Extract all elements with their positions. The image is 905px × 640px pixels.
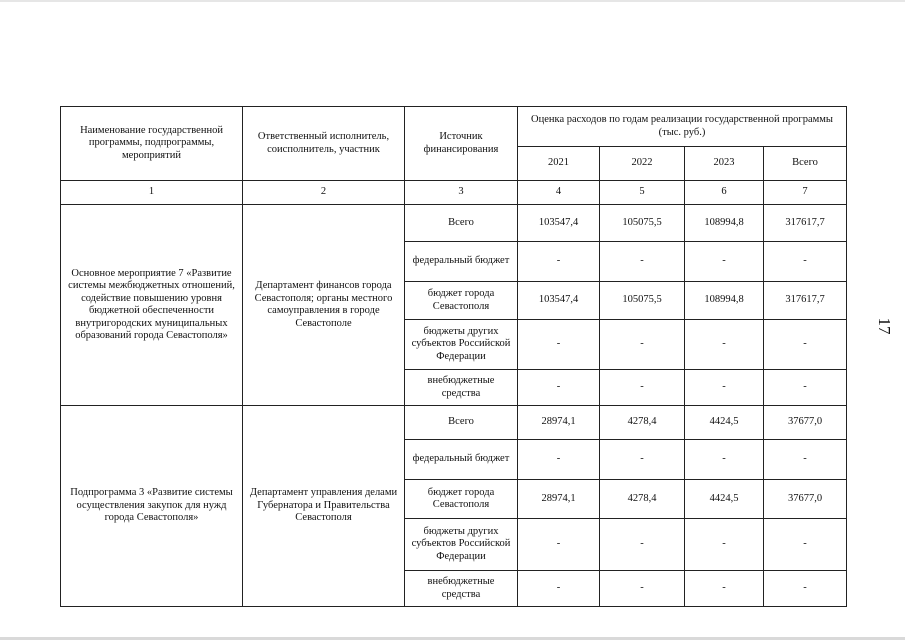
value-2023: - [685, 320, 764, 370]
value-2022: - [600, 519, 685, 571]
value-2023: - [685, 440, 764, 480]
column-number: 2 [243, 181, 405, 205]
header-year: 2021 [518, 147, 600, 181]
page-edge-top [0, 0, 905, 2]
value-2021: - [518, 242, 600, 282]
column-number: 6 [685, 181, 764, 205]
value-2023: 4424,5 [685, 480, 764, 519]
value-2021: - [518, 320, 600, 370]
value-2022: 105075,5 [600, 205, 685, 242]
value-2021: - [518, 519, 600, 571]
value-2022: 4278,4 [600, 406, 685, 440]
value-2022: 4278,4 [600, 480, 685, 519]
value-2022: - [600, 242, 685, 282]
value-2021: 103547,4 [518, 205, 600, 242]
section-executor: Департамент управления делами Губернатора и Правительства Севастополя [243, 406, 405, 607]
value-2023: - [685, 571, 764, 607]
header-year: 2023 [685, 147, 764, 181]
column-number: 7 [764, 181, 847, 205]
funding-source: бюджет города Севастополя [405, 480, 518, 519]
funding-source: бюджеты других субъектов Российской Федерации [405, 519, 518, 571]
value-2022: - [600, 320, 685, 370]
value-total: 37677,0 [764, 406, 847, 440]
value-2021: 28974,1 [518, 480, 600, 519]
value-2022: 105075,5 [600, 282, 685, 320]
header-total: Всего [764, 147, 847, 181]
value-2023: - [685, 519, 764, 571]
value-2023: - [685, 370, 764, 406]
table-row [61, 205, 847, 242]
value-2021: - [518, 440, 600, 480]
value-total: 37677,0 [764, 480, 847, 519]
column-number: 4 [518, 181, 600, 205]
section-executor: Департамент финансов города Севастополя; органы местного самоуправления в городе Севастополе [243, 205, 405, 406]
header-name: Наименование государственной программы, подпрограммы, мероприятий [61, 107, 243, 181]
value-2023: 108994,8 [685, 205, 764, 242]
funding-source: федеральный бюджет [405, 242, 518, 282]
section-name: Подпрограмма 3 «Развитие системы осуществления закупок для нужд города Севастополя» [61, 406, 243, 607]
value-2023: 108994,8 [685, 282, 764, 320]
value-total: - [764, 242, 847, 282]
header-year: 2022 [600, 147, 685, 181]
column-number: 5 [600, 181, 685, 205]
funding-source: внебюджетные средства [405, 370, 518, 406]
header-source: Источник финансирования [405, 107, 518, 181]
value-total: - [764, 519, 847, 571]
funding-source: внебюджетные средства [405, 571, 518, 607]
section-name: Основное мероприятие 7 «Развитие системы межбюджетных отношений, содействие повышению уровня бюджетной обеспеченности внутригородских муниципальных образований города Севастополя» [61, 205, 243, 406]
value-2021: 28974,1 [518, 406, 600, 440]
funding-source: федеральный бюджет [405, 440, 518, 480]
column-number: 1 [61, 181, 243, 205]
value-2021: - [518, 571, 600, 607]
value-total: 317617,7 [764, 205, 847, 242]
budget-table [60, 106, 847, 607]
value-2022: - [600, 571, 685, 607]
value-2021: - [518, 370, 600, 406]
funding-source: бюджет города Севастополя [405, 282, 518, 320]
value-2021: 103547,4 [518, 282, 600, 320]
value-2022: - [600, 440, 685, 480]
value-total: 317617,7 [764, 282, 847, 320]
funding-source: Всего [405, 205, 518, 242]
value-total: - [764, 571, 847, 607]
value-total: - [764, 440, 847, 480]
funding-source: Всего [405, 406, 518, 440]
funding-source: бюджеты других субъектов Российской Федерации [405, 320, 518, 370]
table-row [61, 406, 847, 440]
page-number: 17 [875, 317, 894, 335]
header-executor: Ответственный исполнитель, соисполнитель, участник [243, 107, 405, 181]
column-number: 3 [405, 181, 518, 205]
value-total: - [764, 370, 847, 406]
header-estimate-group: Оценка расходов по годам реализации государственной программы (тыс. руб.) [518, 107, 847, 147]
value-total: - [764, 320, 847, 370]
value-2023: - [685, 242, 764, 282]
value-2023: 4424,5 [685, 406, 764, 440]
value-2022: - [600, 370, 685, 406]
